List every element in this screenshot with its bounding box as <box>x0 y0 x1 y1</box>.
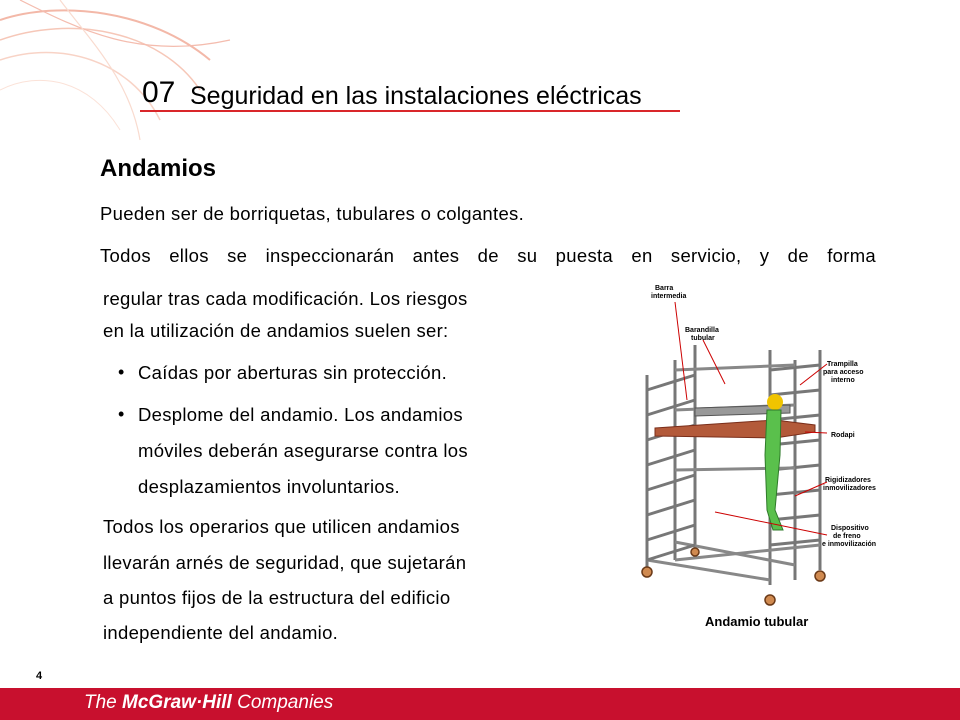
label-trampilla: para acceso <box>823 369 864 376</box>
slide-header <box>140 76 680 112</box>
bullet-marker: • <box>118 362 125 382</box>
label-dispositivo: de freno <box>833 533 861 540</box>
figure-caption: Andamio tubular <box>705 614 809 629</box>
label-dispositivo: Dispositivo <box>831 525 869 532</box>
bullet-marker: • <box>118 404 125 424</box>
label-barra: Barra <box>655 285 674 292</box>
bullet-item-continuation: móviles deberán asegurarse contra los <box>138 440 468 461</box>
label-rigidizadores: inmovilizadores <box>823 485 876 492</box>
label-dispositivo: e inmovilización <box>822 541 877 548</box>
bullet-item-continuation: desplazamientos involuntarios. <box>138 476 400 497</box>
label-trampilla: Trampilla <box>827 361 858 368</box>
label-rigidizadores: Rigidizadores <box>825 477 871 484</box>
label-rodapi: Rodapi <box>831 432 855 439</box>
chapter-number: 07 <box>142 76 176 109</box>
scaffold-illustration <box>615 280 895 610</box>
paragraph-line: en la utilización de andamios suelen ser: <box>103 320 449 341</box>
footer-bar <box>0 688 960 720</box>
paragraph-line: Todos los operarios que utilicen andamios <box>103 516 460 537</box>
section-title: Andamios <box>100 155 217 182</box>
paragraph-line: a puntos fijos de la estructura del edificio <box>103 587 451 608</box>
page-number: 4 <box>36 670 43 682</box>
paragraph-line: Todos ellos se inspeccionarán antes de su puesta en servicio, y de forma <box>100 245 876 266</box>
publisher-logo: The McGraw·Hill Companies <box>84 692 334 713</box>
bullet-item: Caídas por aberturas sin protección. <box>138 362 448 383</box>
paragraph-line: independiente del andamio. <box>103 622 339 643</box>
paragraph-line: llevarán arnés de seguridad, que sujetarán <box>103 552 467 573</box>
bullet-item: Desplome del andamio. Los andamios <box>138 404 463 425</box>
label-barandilla: Barandilla <box>685 327 719 334</box>
paragraph-line: regular tras cada modificación. Los riesgos <box>103 288 468 309</box>
decorative-swirl <box>0 0 240 150</box>
label-trampilla: interno <box>831 377 855 384</box>
label-barandilla: tubular <box>691 335 715 342</box>
chapter-title: Seguridad en las instalaciones eléctricas <box>190 82 642 110</box>
paragraph-line: Pueden ser de borriquetas, tubulares o colgantes. <box>100 203 525 224</box>
label-barra: intermedia <box>651 293 687 300</box>
